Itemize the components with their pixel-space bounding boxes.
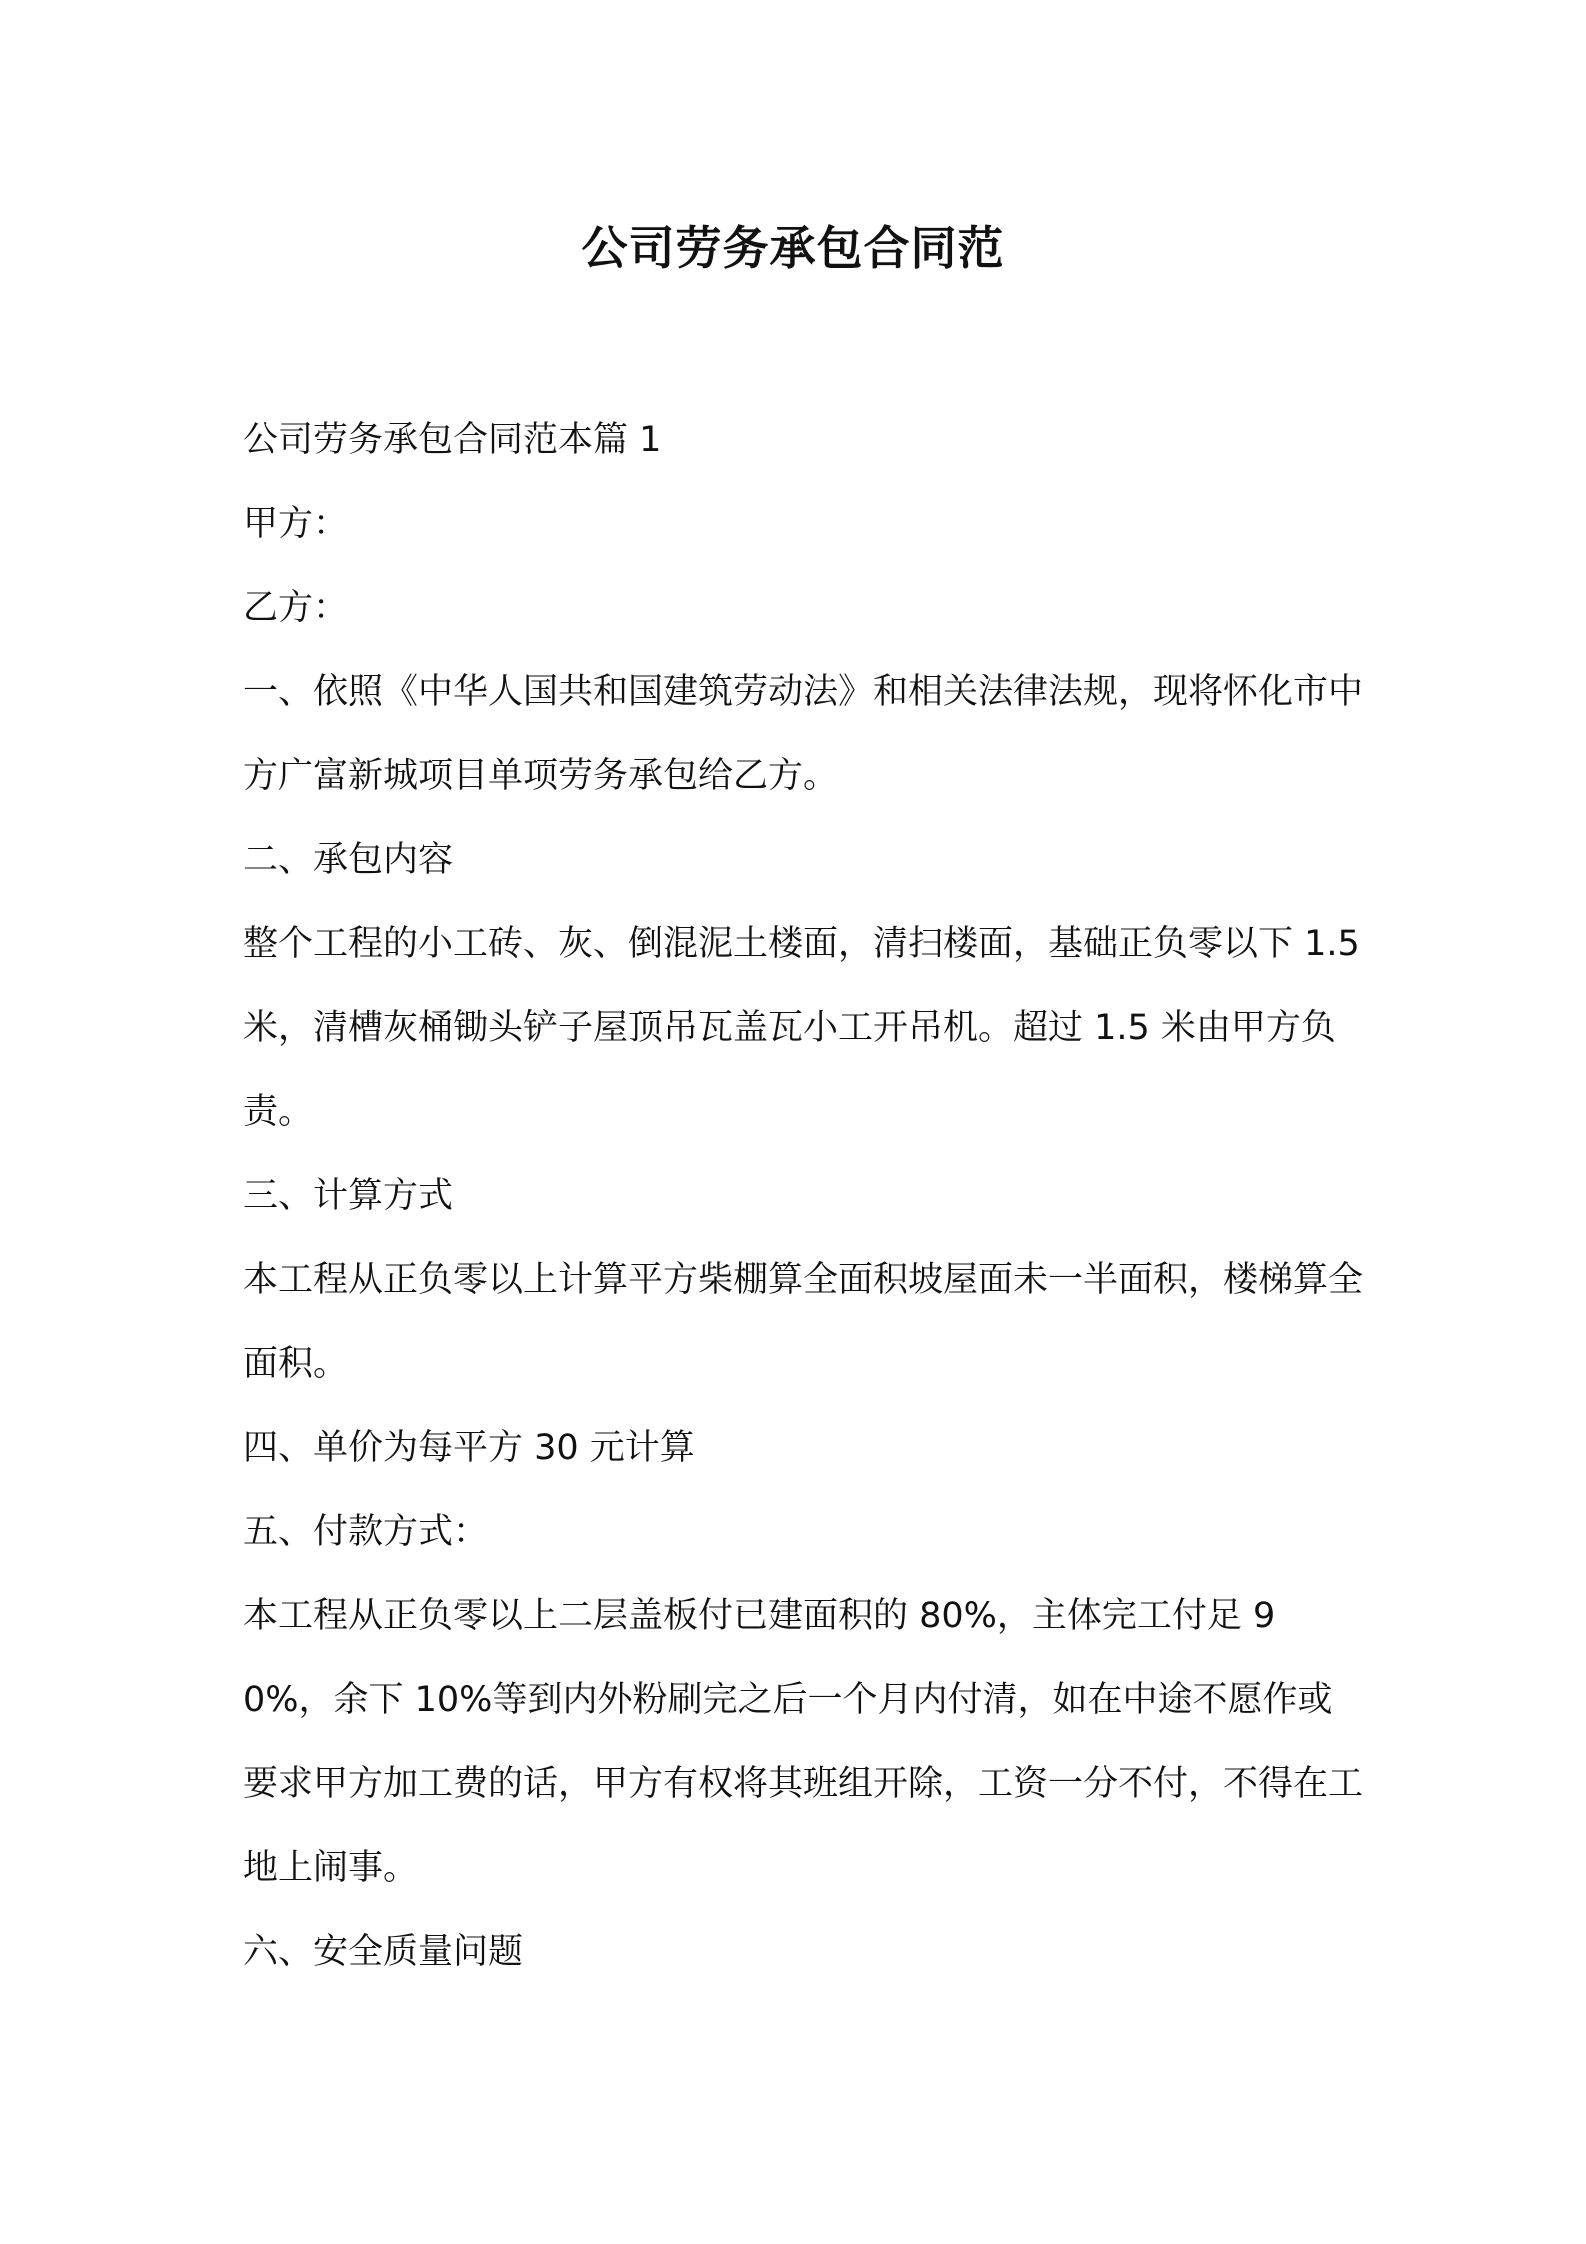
party-b-line: 乙方： xyxy=(243,588,349,628)
clause-1-paragraph: 一、依照《中华人国共和国建筑劳动法》和相关法律法规，现将怀化市中方广富新城项目单项劳务承包给乙方。 xyxy=(243,672,1364,796)
document-body xyxy=(243,398,1363,1994)
clause-5-heading: 五、付款方式： xyxy=(243,1512,489,1552)
document-title: 公司劳务承包合同范 xyxy=(581,221,1005,275)
clause-2-paragraph: 整个工程的小工砖、灰、倒混泥土楼面，清扫楼面，基础正负零以下 1.5 米，清槽灰桶锄头铲子屋顶吊瓦盖瓦小工开吊机。超过 1.5 米由甲方负责。 xyxy=(243,924,1360,1132)
party-a-line: 甲方： xyxy=(243,504,349,544)
document-subtitle: 公司劳务承包合同范本篇 1 xyxy=(243,420,662,460)
clause-3-paragraph: 本工程从正负零以上计算平方柴棚算全面积坡屋面未一半面积，楼梯算全面积。 xyxy=(243,1260,1364,1384)
clause-3-heading: 三、计算方式 xyxy=(243,1176,454,1216)
clause-6-heading: 六、安全质量问题 xyxy=(243,1932,524,1972)
clause-4-heading: 四、单价为每平方 30 元计算 xyxy=(243,1428,695,1468)
clause-5-paragraph: 本工程从正负零以上二层盖板付已建面积的 80%，主体完工付足 90%，余下 10%等到内外粉刷完之后一个月内付清，如在中途不愿作或要求甲方加工费的话，甲方有权将其班组开除，工资一分不付，不得在工地上闹事。 xyxy=(243,1596,1364,1888)
clause-2-heading: 二、承包内容 xyxy=(243,840,454,880)
